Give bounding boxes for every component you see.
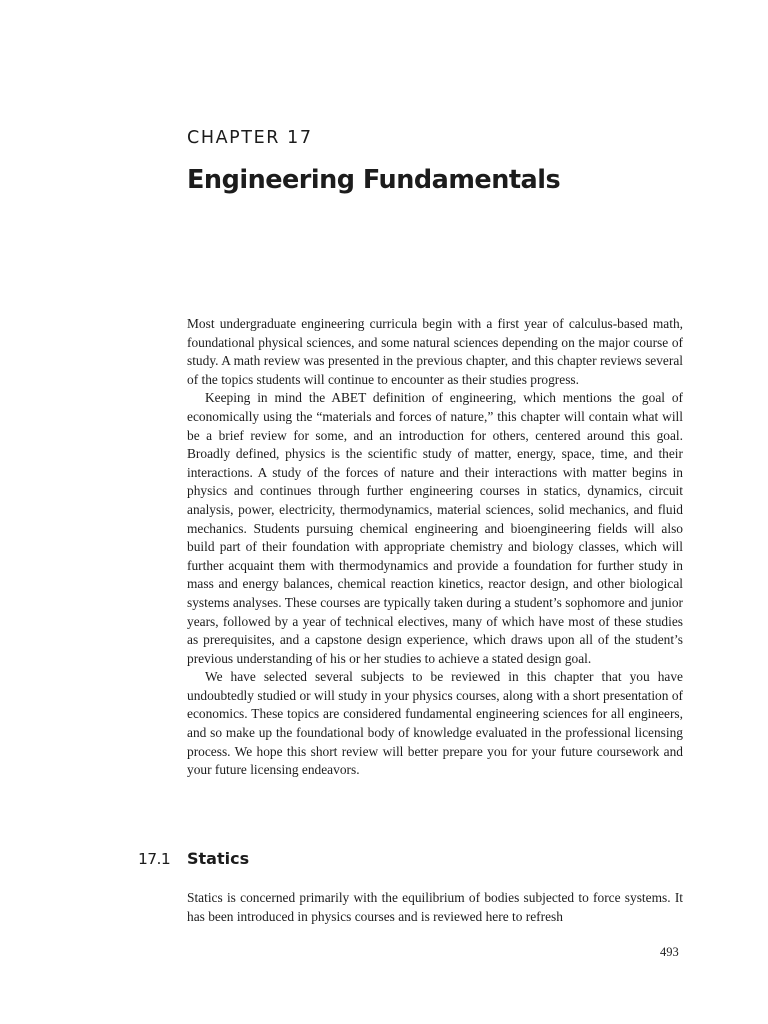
intro-paragraph-1: Most undergraduate engineering curricula begin with a first year of calculus-based math, foundational physical sciences, and some natural sciences depending on the major course of study. A math review was presented in the previous chapter, and this chapter reviews several of the topics students will continue to encounter as their studies progress. <box>187 316 683 387</box>
chapter-title: Engineering Fundamentals <box>187 165 561 195</box>
chapter-label: CHAPTER 17 <box>187 128 313 148</box>
statics-text <box>187 889 683 926</box>
intro-text <box>187 315 683 780</box>
page-number: 493 <box>660 945 679 959</box>
intro-paragraph-2: Keeping in mind the ABET definition of engineering, which mentions the goal of economically using the “materials and forces of nature,” this chapter will contain what will be a brief review for some, and an introduction for others, centered around this goal. Broadly defined, physics is the scientific study of matter, energy, space, time, and their interactions. A study of the forces of nature and their interactions with matter begins in physics and continues through further engineering courses in statics, dynamics, circuit analysis, power, electricity, thermodynamics, material sciences, solid mechanics, and fluid mechanics. Students pursuing chemical engineering and bioengineering fields will also build part of their foundation with appropriate chemistry and biology classes, which will further acquaint them with thermodynamics and provide a foundation for further study in mass and energy balances, chemical reaction kinetics, reactor design, and other biological systems analyses. These courses are typically taken during a student’s sophomore and junior years, followed by a year of technical electives, many of which have most of these studies as prerequisites, and a capstone design experience, which draws upon all of the student’s previous understanding of his or her studies to achieve a stated design goal. <box>187 390 683 666</box>
intro-paragraph-3: We have selected several subjects to be reviewed in this chapter that you have undoubtedly studied or will study in your physics courses, along with a short presentation of economics. These topics are considered fundamental engineering sciences for all engineers, and so make up the foundational body of knowledge evaluated in the professional licensing process. We hope this short review will better prepare you for your future coursework and your future licensing endeavors. <box>187 669 683 778</box>
section-number: 17.1 <box>138 850 171 868</box>
section-title: Statics <box>187 849 250 868</box>
statics-paragraph: Statics is concerned primarily with the equilibrium of bodies subjected to force systems. It has been introduced in physics courses and is reviewed here to refresh <box>187 890 683 924</box>
